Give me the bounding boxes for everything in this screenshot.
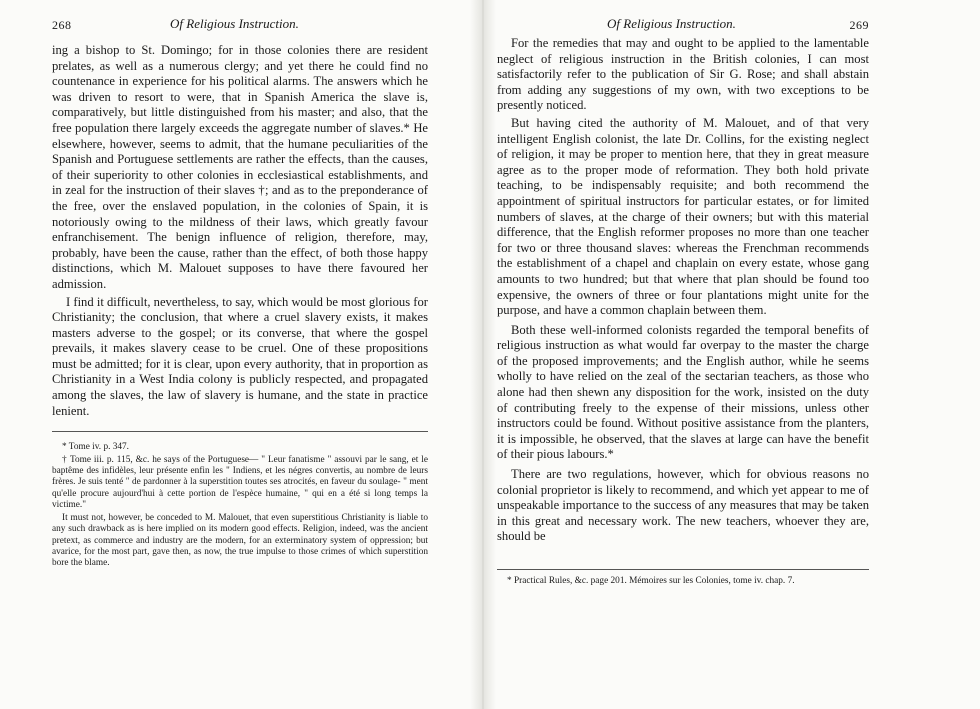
left-paragraph-1: ing a bishop to St. Domingo; for in those colonies there are resident prelates, as well as a numerous clergy; and yet there he could find no countenance in experience for his political alarms. The answers which he was driven to resort to were, that in Spanish America the slave is, comparatively, but little distinguished from his master; and also, that the free population there largely exceeds the aggregate number of slaves.* He elsewhere, however, seems to admit, that the humane peculiarities of the Spanish and Portuguese settlements are rather the effects, than the causes, of their superiority to other colonies in ecclesiastical establishments, and in zeal for the instruction of their slaves †; and as to the preponderance of the free, over the enslaved population, in the colonies of Spain, it is notoriously owing to the mildness of their laws, which greatly favour enfranchisement. The benign influence of religion, therefore, may, probably, have been the cause, rather than the effect, of both those happy distinctions, which M. Malouet supposes to have there favoured her admission. [52,43,428,291]
right-page-number: 269 [849,18,869,32]
right-page-header [497,14,869,36]
left-footnote-rule [52,431,428,432]
left-running-title: Of Religious Instruction. [170,16,299,31]
left-page [52,14,428,570]
left-footnote-1: * Tome iv. p. 347. [62,442,130,453]
right-paragraph-2: But having cited the authority of M. Malouet, and of that very intelligent English colonist, the late Dr. Collins, for the existing neglect of religion, it may be proper to mention here, that they in great measure agree as to the proper mode of reformation. They both hold private teaching, to be indispensably requisite; and both recommend the appointment of spiritual instructors for particular estates, or for limited numbers of slaves, at the charge of their owners; but with this material difference, that the English reformer proposes no more than one teacher for two or three thousand slaves: whereas the Frenchman recommends the establishment of a chapel and chaplain on every estate, whose gang amounts to two hundred; but that where that plan should be found too expensive, the owners of three or four plantations might unite for the purpose, and have a common chaplain between them. [497,115,869,318]
left-footnotes [52,442,428,569]
left-paragraph-2: I find it difficult, nevertheless, to say, which would be most glorious for Christianity; the conclusion, that where a cruel slavery exists, it makes masters adverse to the gospel; or its converse, that where the gospel prevails, it makes slavery cease to be cruel. One of these propositions must be admitted; for it is clear, upon every authority, that in proportion as Christianity in a West India colony is publicly respected, and propagated among the slaves, the law of slavery is humane, and the state in practice lenient. [52,294,428,418]
left-footnote-3: It must not, however, be conceded to M. Malouet, that even superstitious Christianity is liable to any such drawback as is here implied on its modern good effects. Religion, indeed, was the ancient pretext, as commerce and industry are the modern, for an exterminatory system of oppression; but avarice, for the most part, gave then, as now, the true impulse to those crimes of which superstition bore the blame. [52,512,428,569]
right-footnote-rule [497,569,869,570]
left-page-header [52,14,428,36]
right-footnotes [497,569,869,587]
right-running-title: Of Religious Instruction. [607,16,736,31]
right-paragraph-4: There are two regulations, however, which for obvious reasons no colonial proprietor is likely to recommend, and which yet appear to me of unspeakable importance to the success of any measures that may be taken in this great and necessary work. The new teachers, whoever they are, should be [497,467,869,544]
right-page [497,14,869,587]
left-page-body [52,43,428,419]
left-footnote-2: † Tome iii. p. 115, &c. he says of the Portuguese— " Leur fanatisme " assouvi par le sang, et le baptême des infidèles, leur présente enfin les " Indiens, et les négres convertis, au nombre de leurs frères. Je suis tenté " de pardonner à la superstition toutes ses atrocités, en faveur du soulage- " ment qu'elle procure aujourd'hui à cette portion de l'espèce humaine, " qui en a été si long temps la victime." [52,454,428,511]
right-footnote-1: * Practical Rules, &c. page 201. Mémoires sur les Colonies, tome iv. chap. 7. [507,576,795,586]
right-paragraph-1: For the remedies that may and ought to be applied to the lamentable neglect of religious instruction in the British colonies, I can most satisfactorily refer to the publication of Sir G. Rose; and shall abstain from adding any suggestions of my own, with two exceptions to be presently noticed. [497,36,869,113]
right-page-body [497,36,869,545]
right-paragraph-3: Both these well-informed colonists regarded the temporal benefits of religious instruction as what would far overpay to the master the charge of the proposed improvements; and the English author, while he seems wholly to have relied on the zeal of the sectarian teachers, as those who alone had then shewn any disposition for the work, insisted on the duty of contributing freely to the expense of their missions, unless other instructors could be found. Without positive assistance from the planters, it is impossible, he observed, that the slaves at large can have the benefit of their pious labours.* [497,322,869,462]
left-page-number: 268 [52,18,72,32]
book-gutter [470,0,496,709]
